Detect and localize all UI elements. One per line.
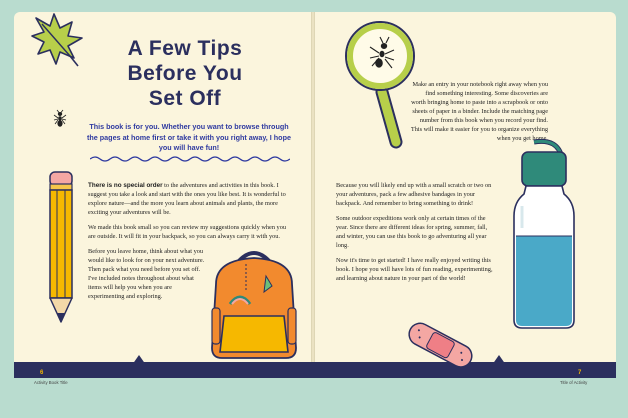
- page-title: [100, 36, 270, 111]
- title-line-1: A Few Tips: [127, 37, 243, 60]
- left-paragraph-3: Before you leave home, think about what you would like to look for on your next adventure. Then pack what you need before you set off. I've included notes throughout about what items will help you when you are experimenting and exploring.: [88, 248, 205, 300]
- paragraph-text: to the adventures and activities in this book. I suggest you take a look and start with the ones you like best. It is wonderful to explore nature—and the more you learn about animals and plants, the more exciting your adventures will be.: [88, 182, 286, 216]
- right-paragraph-1: Because you will likely end up with a small scratch or two on your adventures, pack a few adhesive bandages in your backpack. And remember to bring something to drink!: [336, 182, 492, 207]
- left-paragraph-2: We made this book small so you can review my suggestions quickly when you are outside. It will fit in your backpack, so you can always carry it with you.: [88, 224, 286, 240]
- paragraph-lead: There is no special order: [88, 182, 163, 189]
- water-bottle-icon: [500, 136, 580, 332]
- right-paragraph-3: Now it's time to get started! I have really enjoyed writing this book. I hope you will have lots of fun reading, experimenting, and learning about nature in your part of the world!: [336, 257, 493, 282]
- bottom-band: [14, 362, 616, 378]
- title-line-3: Set Off: [148, 87, 222, 110]
- right-page-number: 7: [578, 370, 582, 376]
- magnifying-glass-icon: [342, 14, 416, 148]
- right-body: [336, 181, 496, 289]
- left-footer-label: Activity Book Title: [34, 380, 68, 385]
- bandage-icon: [404, 322, 476, 370]
- title-line-2: Before You: [127, 62, 243, 85]
- right-band-notch: [492, 355, 506, 365]
- ant-icon: [52, 110, 68, 128]
- left-paragraph-1: [88, 181, 296, 217]
- backpack-icon: [206, 244, 302, 362]
- right-paragraph-2: Some outdoor expeditions work only at certain times of the year. Since there are different ideas for spring, summer, fall, and winter, you can use this book to go adventuring all year long.: [336, 215, 488, 249]
- intro-text: This book is for you. Whether you want to browse through the pages at home first or take it with you right away, I hope you will have fun!: [87, 122, 291, 152]
- left-page-number: 6: [40, 370, 44, 376]
- left-band-notch: [132, 355, 146, 365]
- right-footer-label: Title of Activity: [560, 380, 588, 385]
- right-top-text: Make an entry in your notebook right away when you find something interesting. Some discoveries are worth bringing home to paste into a scrapbook or onto sheets of paper in a binder. Include the matching page number from this book when you record your find. This will make it easier for you to organize everything when you get home.: [410, 81, 548, 142]
- pencil-icon: [46, 172, 76, 330]
- book-gutter: [311, 12, 315, 367]
- leaf-icon: [28, 8, 88, 70]
- wavy-divider: [90, 155, 290, 163]
